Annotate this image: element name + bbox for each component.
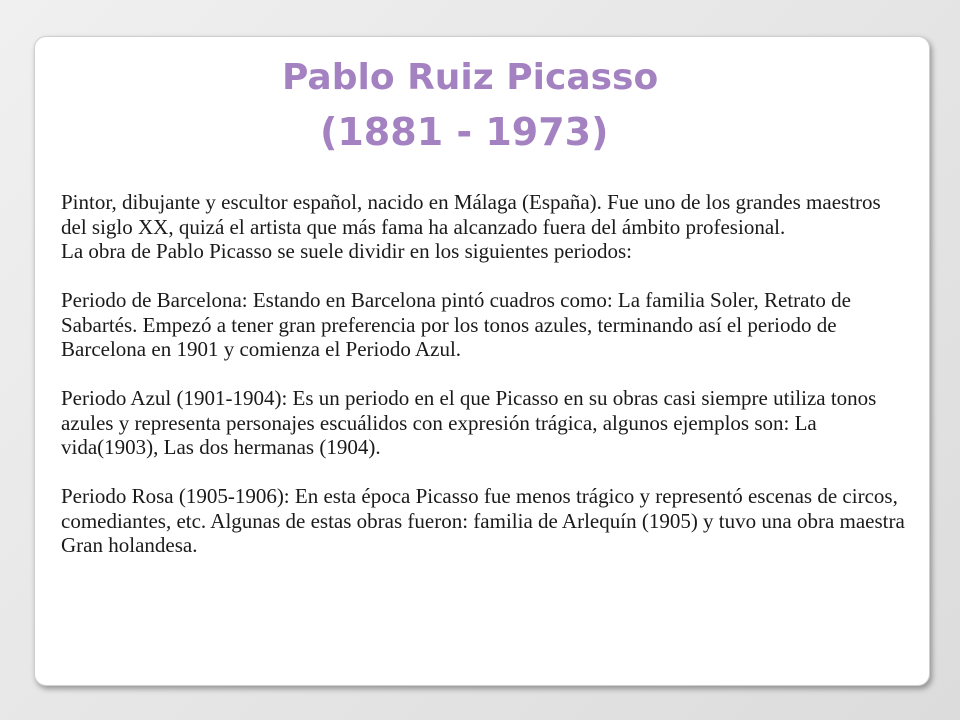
paragraph-gap [61, 460, 911, 485]
paragraph-periods-intro: La obra de Pablo Picasso se suele dividir en los siguientes periodos: [61, 239, 632, 263]
paragraph-azul: Periodo Azul (1901-1904): Es un periodo en el que Picasso en su obras casi siempre utiliza tonos azules y representa personajes escuálidos con expresión trágica, algunos ejemplos son: La vida(1903), Las dos hermanas (1904). [61, 386, 877, 459]
body-text [61, 190, 911, 558]
paragraph-intro: Pintor, dibujante y escultor español, nacido en Málaga (España). Fue uno de los grandes maestros del siglo XX, quizá el artista que más fama ha alcanzado fuera del ámbito profesional. [61, 190, 881, 239]
paragraph-barcelona: Periodo de Barcelona: Estando en Barcelona pintó cuadros como: La familia Soler, Retrato de Sabartés. Empezó a tener gran preferencia por los tonos azules, terminando así el periodo de Barcelona en 1901 y comienza el Periodo Azul. [61, 288, 851, 361]
content-card [34, 36, 930, 686]
page-subtitle-years: (1881 - 1973) [320, 110, 609, 154]
paragraph-rosa: Periodo Rosa (1905-1906): En esta época Picasso fue menos trágico y representó escenas de circos, comediantes, etc. Algunas de estas obras fueron: familia de Arlequín (1905) y tuvo una obra maestra Gran holandesa. [61, 484, 905, 557]
paragraph-gap [61, 264, 911, 289]
page-title: Pablo Ruiz Picasso [282, 57, 659, 98]
paragraph-gap [61, 362, 911, 387]
